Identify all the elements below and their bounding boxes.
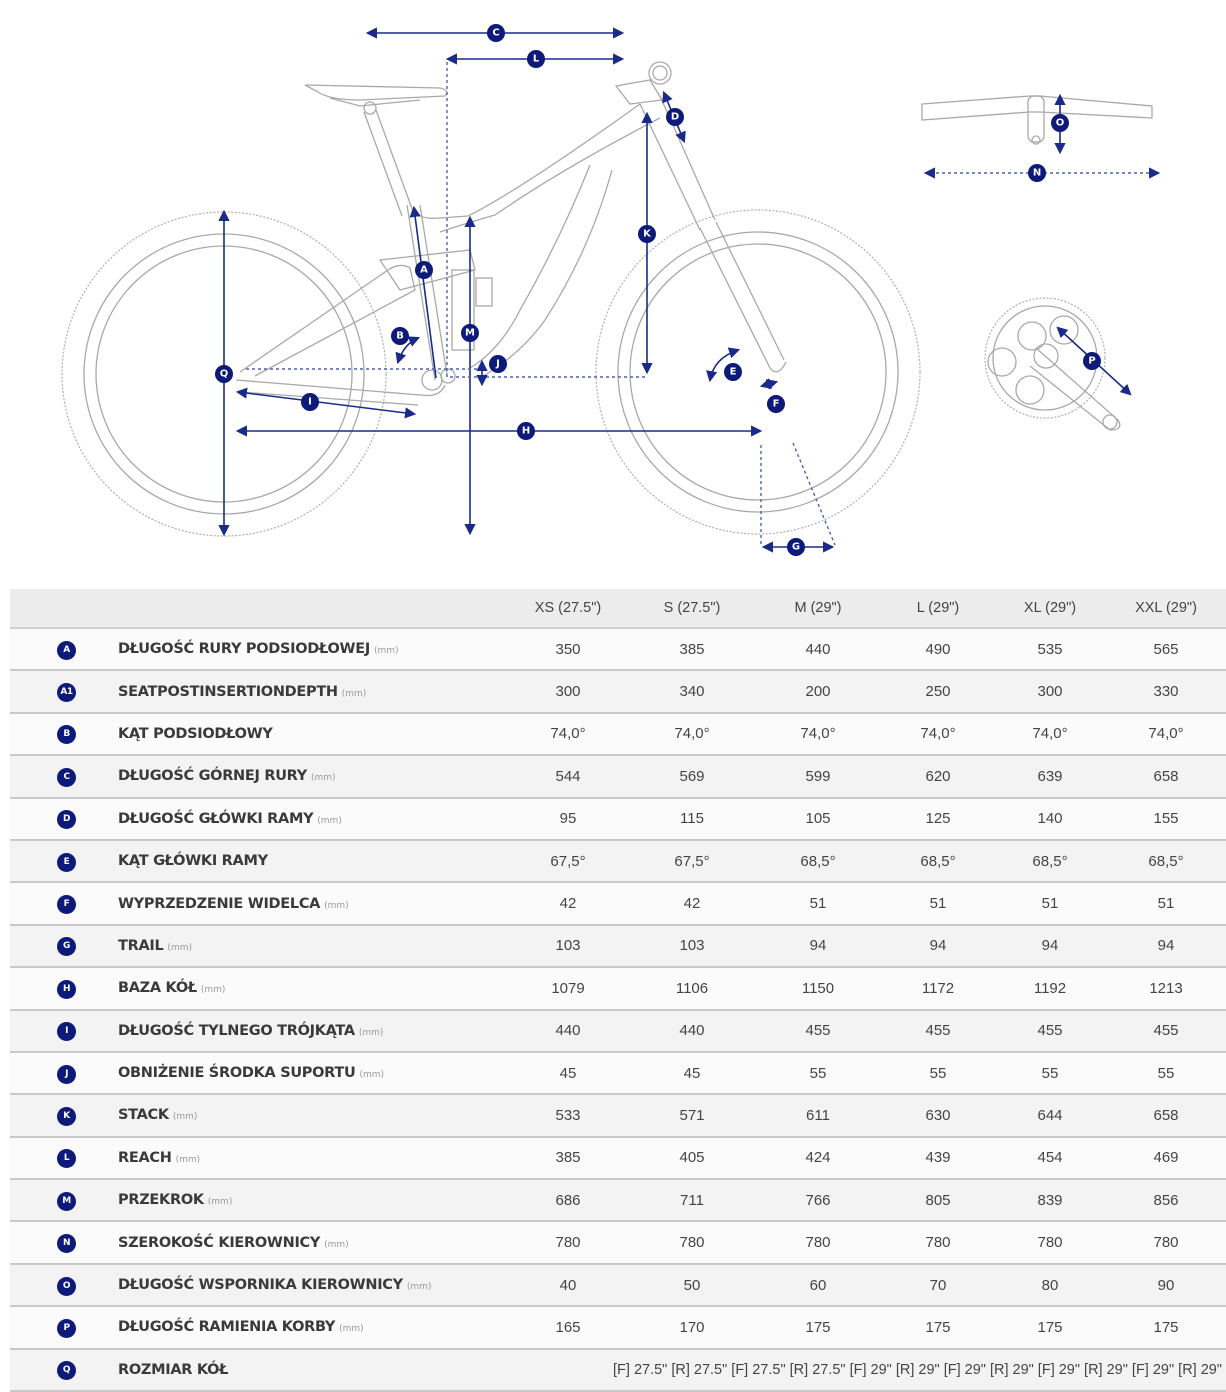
bike-geometry-diagram [0, 0, 1226, 585]
row-letter-badge: H [57, 980, 76, 999]
handlebar-top-view [922, 96, 1152, 144]
measurement-value: 469 [1153, 1149, 1179, 1167]
measurement-value: 780 [805, 1234, 831, 1252]
table-row [10, 882, 1226, 924]
measurement-value: 51 [1041, 895, 1059, 913]
measurement-value: 1192 [1033, 979, 1067, 997]
measurement-value: 175 [1153, 1318, 1179, 1336]
measurement-value: 74,0° [1148, 725, 1184, 743]
measurement-value: 94 [1157, 937, 1175, 955]
measurement-value: 599 [805, 767, 831, 785]
row-letter-badge: A [57, 641, 76, 660]
measurement-value: 155 [1153, 810, 1179, 828]
measurement-label: WYPRZEDZENIE WIDELCA [118, 895, 321, 912]
measurement-value: 175 [805, 1318, 831, 1336]
unit-label: (mm) [175, 1154, 201, 1165]
unit-label: (mm) [167, 942, 192, 953]
measurement-label: DŁUGOŚĆ RURY PODSIODŁOWEJ [118, 641, 370, 658]
measurement-value: 1172 [921, 979, 955, 997]
measurement-value: 455 [925, 1022, 951, 1040]
diagram-label-c [487, 24, 505, 42]
row-letter-badge: A1 [57, 683, 76, 702]
size-header-xl: XL (29") [994, 589, 1106, 628]
measurement-value: 711 [680, 1191, 704, 1209]
svg-text:G: G [791, 541, 801, 553]
measurement-value: 67,5° [674, 852, 710, 870]
table-row [10, 1010, 1226, 1052]
table-row [10, 1094, 1226, 1136]
measurement-value: 454 [1037, 1149, 1063, 1167]
measurement-value: 856 [1153, 1191, 1179, 1209]
measurement-value: 533 [555, 1106, 581, 1124]
measurement-value: 571 [679, 1106, 705, 1124]
measurement-value: 440 [555, 1022, 581, 1040]
measurement-value: 68,5° [1148, 852, 1184, 870]
measurement-value: 200 [805, 683, 831, 701]
table-row [10, 798, 1226, 840]
measurement-value: 300 [555, 683, 581, 701]
measurement-value: 51 [929, 895, 947, 913]
measurement-value: 385 [679, 640, 705, 658]
svg-text:K: K [643, 228, 651, 240]
measurement-value: 55 [929, 1064, 947, 1082]
diagram-label-g [787, 538, 805, 556]
measurement-value: 74,0° [550, 725, 586, 743]
unit-label: (mm) [200, 985, 226, 996]
row-letter-badge: N [57, 1234, 76, 1253]
geometry-table [10, 589, 1226, 1392]
table-row [10, 1137, 1226, 1179]
measurement-value: 405 [679, 1149, 705, 1167]
measurement-value: 45 [559, 1064, 577, 1082]
svg-text:O: O [1055, 117, 1065, 129]
table-row [10, 1221, 1226, 1263]
svg-text:J: J [496, 358, 500, 370]
measurement-value: 340 [679, 683, 705, 701]
header-empty-badge [10, 589, 118, 628]
table-header-row [10, 589, 1226, 628]
size-header-l: L (29") [882, 589, 994, 628]
front-wheel [596, 210, 920, 534]
measurement-label: DŁUGOŚĆ RAMIENIA KORBY [118, 1319, 336, 1336]
diagram-label-k [638, 225, 656, 243]
measurement-value: 569 [679, 767, 705, 785]
measurement-label: PRZEKROK [118, 1192, 204, 1209]
measurement-value: 74,0° [1032, 725, 1068, 743]
measurement-value: 686 [555, 1191, 581, 1209]
unit-label: (mm) [317, 815, 342, 826]
measurement-value: 780 [1037, 1234, 1063, 1252]
measurement-value: 55 [1041, 1064, 1059, 1082]
measurement-value: 490 [925, 640, 951, 658]
row-letter-badge: E [57, 853, 76, 872]
size-header-xxl: XXL (29") [1106, 589, 1226, 628]
measurement-label: SZEROKOŚĆ KIEROWNICY [118, 1234, 321, 1251]
measurement-label: STACK [118, 1107, 169, 1124]
measurement-value: 544 [555, 767, 581, 785]
row-letter-badge: M [57, 1192, 76, 1211]
svg-text:I: I [308, 396, 312, 408]
measurement-value: 455 [805, 1022, 831, 1040]
svg-text:L: L [532, 53, 540, 65]
measurement-value: 424 [805, 1149, 831, 1167]
unit-label: (mm) [207, 1197, 233, 1208]
measurement-value: 74,0° [920, 725, 956, 743]
unit-label: (mm) [341, 688, 367, 699]
diagram-label-h [517, 422, 535, 440]
measurement-value: 330 [1153, 683, 1179, 701]
row-letter-badge: K [57, 1107, 76, 1126]
measurement-value: 766 [805, 1191, 831, 1209]
diagram-label-e [724, 363, 742, 381]
svg-text:B: B [396, 330, 404, 342]
measurement-value: 94 [809, 937, 827, 955]
row-letter-badge: D [57, 810, 76, 829]
measurement-value: 45 [683, 1064, 701, 1082]
measurement-value: 42 [559, 895, 577, 913]
bike-frame [236, 62, 786, 405]
measurement-label: KĄT GŁÓWKI RAMY [118, 853, 268, 870]
measurement-value: 385 [555, 1149, 581, 1167]
measurement-value: 67,5° [550, 852, 586, 870]
svg-text:F: F [772, 398, 780, 410]
row-letter-badge: B [57, 725, 76, 744]
measurement-value: 639 [1037, 767, 1063, 785]
table-row [10, 755, 1226, 797]
measurement-value: 565 [1153, 640, 1179, 658]
measurement-label: DŁUGOŚĆ TYLNEGO TRÓJKĄTA [118, 1022, 355, 1039]
measurement-label: SEATPOSTINSERTIONDEPTH [118, 683, 338, 700]
diagram-label-b [391, 327, 409, 345]
unit-label: (mm) [324, 900, 349, 911]
table-row [10, 670, 1226, 712]
table-row [10, 1052, 1226, 1094]
measurement-value: 68,5° [1032, 852, 1068, 870]
measurement-value: 1106 [675, 979, 709, 997]
measurement-value: 94 [1041, 937, 1059, 955]
measurement-value: 70 [929, 1276, 947, 1294]
measurement-value: 535 [1037, 640, 1063, 658]
measurement-value: 300 [1037, 683, 1063, 701]
measurement-value: 50 [683, 1276, 701, 1294]
measurement-value: 805 [925, 1191, 951, 1209]
measurement-value: 175 [925, 1318, 951, 1336]
measurement-value: 1150 [801, 979, 835, 997]
measurement-value: 455 [1153, 1022, 1179, 1040]
table-row [10, 1306, 1226, 1348]
measurement-value: 780 [1153, 1234, 1179, 1252]
measurement-value: 68,5° [920, 852, 956, 870]
measurement-value: 94 [929, 937, 947, 955]
measurement-value: 1079 [551, 979, 585, 997]
wheel-sizes-value: [F] 27.5" [R] 27.5" [F] 27.5" [R] 27.5" [F] 29" [R] 29" [F] 29" [R] 29" [F] 29" [R] 29" [F] 29" [R] 29" [613, 1361, 1222, 1378]
measurement-value: 42 [683, 895, 701, 913]
table-row [10, 925, 1226, 967]
measurement-value: 68,5° [800, 852, 836, 870]
row-letter-badge: O [57, 1277, 76, 1296]
measurement-label: ROZMIAR KÓŁ [118, 1361, 229, 1378]
measurement-value: 780 [555, 1234, 581, 1252]
table-row [10, 1179, 1226, 1221]
measurement-label: BAZA KÓŁ [118, 980, 197, 997]
diagram-label-f [767, 395, 785, 413]
measurement-value: 125 [925, 810, 951, 828]
table-row [10, 1264, 1226, 1306]
diagram-label-d [666, 108, 684, 126]
measurement-value: 60 [809, 1276, 827, 1294]
measurement-value: 350 [555, 640, 581, 658]
measurement-value: 780 [679, 1234, 705, 1252]
measurement-value: 658 [1153, 767, 1179, 785]
measurement-label: OBNIŻENIE ŚRODKA SUPORTU [118, 1065, 356, 1082]
size-header-xs: XS (27.5") [506, 589, 630, 628]
measurement-value: 51 [1157, 895, 1175, 913]
svg-text:N: N [1032, 167, 1042, 179]
measurement-value: 175 [1037, 1318, 1063, 1336]
svg-text:Q: Q [219, 368, 229, 380]
measurement-label: DŁUGOŚĆ WSPORNIKA KIEROWNICY [118, 1277, 403, 1294]
measurement-value: 611 [806, 1106, 830, 1124]
measurement-label: TRAIL [118, 937, 164, 954]
measurement-value: 90 [1157, 1276, 1175, 1294]
unit-label: (mm) [324, 1239, 349, 1250]
diagram-label-j [489, 355, 507, 373]
measurement-value: 440 [679, 1022, 705, 1040]
svg-text:E: E [729, 366, 737, 378]
size-header-s: S (27.5") [630, 589, 754, 628]
measurement-label: DŁUGOŚĆ GÓRNEJ RURY [118, 768, 307, 785]
diagram-label-a [415, 261, 433, 279]
diagram-label-q [215, 365, 233, 383]
unit-label: (mm) [406, 1282, 432, 1293]
diagram-label-n [1028, 164, 1046, 182]
svg-text:D: D [670, 111, 680, 123]
row-letter-badge: F [57, 895, 76, 914]
measurement-value: 115 [680, 810, 704, 828]
measurement-value: 644 [1037, 1106, 1063, 1124]
table-row [10, 967, 1226, 1009]
measurement-value: 620 [925, 767, 951, 785]
unit-label: (mm) [358, 1027, 384, 1038]
measurement-value: 658 [1153, 1106, 1179, 1124]
measurement-value: 55 [1157, 1064, 1175, 1082]
svg-text:H: H [521, 425, 531, 437]
measurement-label: KĄT PODSIODŁOWY [118, 725, 273, 742]
table-row [10, 628, 1226, 670]
unit-label: (mm) [359, 1070, 385, 1081]
measurement-value: 170 [679, 1318, 705, 1336]
measurement-value: 74,0° [674, 725, 710, 743]
measurement-value: 51 [809, 895, 827, 913]
table-row [10, 713, 1226, 755]
measurement-value: 839 [1037, 1191, 1063, 1209]
measurement-value: 103 [555, 937, 581, 955]
measurement-value: 95 [559, 810, 577, 828]
measurement-value: 74,0° [800, 725, 836, 743]
table-row [10, 840, 1226, 882]
measurement-value: 165 [555, 1318, 581, 1336]
header-empty-label [118, 589, 506, 628]
row-letter-badge: I [57, 1022, 76, 1041]
measurement-value: 250 [925, 683, 951, 701]
diagram-label-p [1083, 352, 1101, 370]
unit-label: (mm) [339, 1324, 364, 1335]
measurement-label: REACH [118, 1149, 172, 1166]
diagram-label-i [301, 393, 319, 411]
measurement-value: 1213 [1149, 979, 1183, 997]
measurement-value: 55 [809, 1064, 827, 1082]
row-letter-badge: J [57, 1065, 76, 1084]
diagram-label-o [1051, 114, 1069, 132]
size-header-m: M (29") [754, 589, 882, 628]
measurement-value: 440 [805, 640, 831, 658]
measurement-value: 103 [679, 937, 705, 955]
svg-text:M: M [465, 327, 475, 339]
svg-text:P: P [1088, 355, 1096, 367]
diagram-label-m [461, 324, 479, 342]
measurement-value: 80 [1041, 1276, 1059, 1294]
measurement-value: 455 [1037, 1022, 1063, 1040]
row-letter-badge: Q [57, 1361, 76, 1380]
row-letter-badge: L [57, 1149, 76, 1168]
row-letter-badge: P [57, 1319, 76, 1338]
svg-text:C: C [492, 27, 500, 39]
unit-label: (mm) [310, 773, 336, 784]
measurement-value: 105 [805, 810, 831, 828]
measurement-value: 40 [559, 1276, 577, 1294]
unit-label: (mm) [373, 646, 399, 657]
svg-text:A: A [420, 264, 428, 276]
measurement-value: 140 [1037, 810, 1063, 828]
row-letter-badge: G [57, 937, 76, 956]
row-letter-badge: C [57, 768, 76, 787]
wheel-size-row [10, 1349, 1226, 1391]
measurement-label: DŁUGOŚĆ GŁÓWKI RAMY [118, 810, 314, 827]
diagram-label-l [527, 50, 545, 68]
unit-label: (mm) [172, 1112, 198, 1123]
measurement-value: 630 [925, 1106, 951, 1124]
measurement-value: 439 [925, 1149, 951, 1167]
measurement-value: 780 [925, 1234, 951, 1252]
